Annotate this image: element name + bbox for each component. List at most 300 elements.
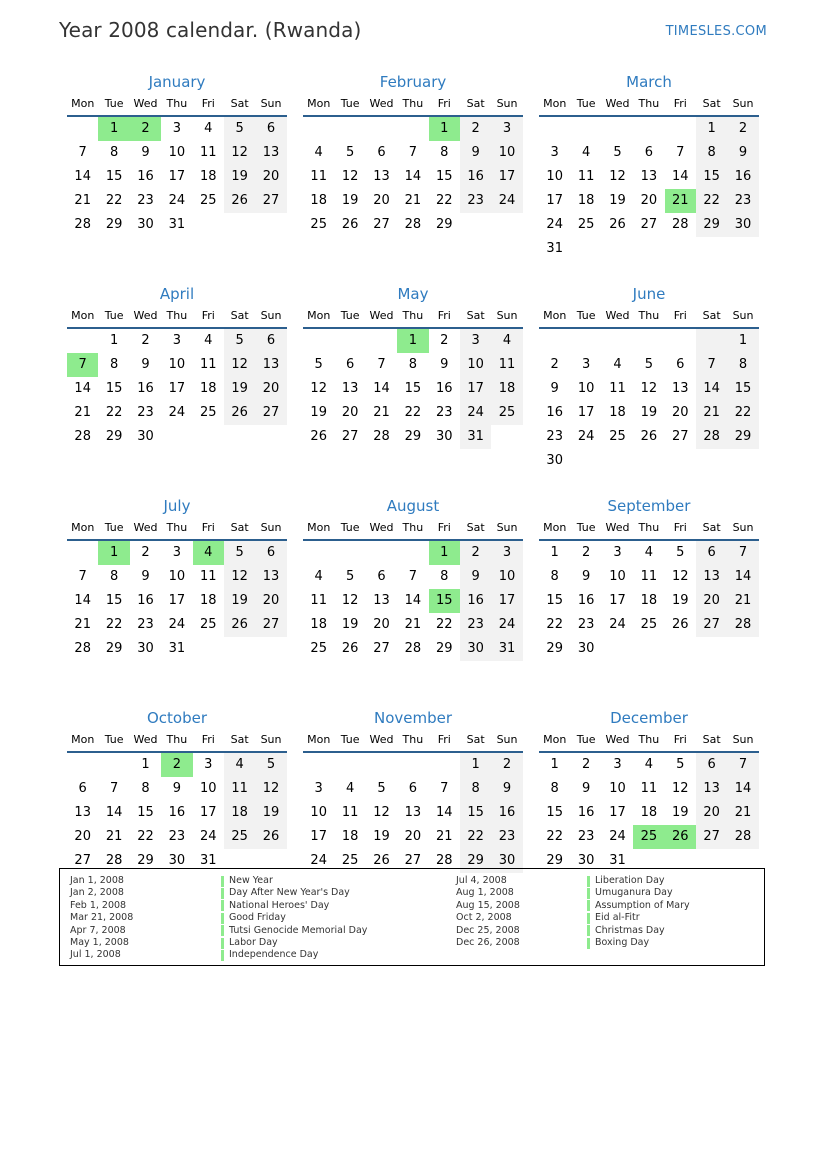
day-cell[interactable]: 8 [109, 145, 119, 160]
day-cell[interactable]: 24 [491, 613, 522, 637]
day-cell[interactable]: 21 [696, 401, 727, 425]
day-cell[interactable]: 11 [491, 353, 522, 377]
day-cell[interactable]: 8 [109, 357, 119, 372]
day-cell[interactable]: 10 [577, 381, 595, 396]
day-cell[interactable]: 2 [161, 753, 192, 777]
day-cell[interactable]: 6 [255, 117, 286, 141]
day-cell[interactable]: 6 [408, 781, 417, 796]
day-cell[interactable]: 13 [341, 381, 359, 396]
day-cell[interactable]: 1 [98, 117, 129, 141]
day-cell[interactable]: 12 [671, 781, 689, 796]
day-cell[interactable]: 19 [373, 829, 390, 844]
day-cell[interactable]: 21 [727, 801, 758, 825]
day-cell[interactable]: 6 [255, 329, 286, 353]
day-cell[interactable]: 6 [78, 781, 87, 796]
day-cell[interactable]: 9 [491, 777, 522, 801]
day-cell[interactable]: 3 [460, 329, 491, 353]
day-cell[interactable]: 10 [168, 357, 186, 372]
day-cell[interactable]: 29 [105, 429, 123, 444]
day-cell[interactable]: 18 [224, 801, 255, 825]
day-cell[interactable]: 2 [581, 757, 591, 772]
day-cell[interactable]: 25 [310, 641, 327, 656]
day-cell[interactable]: 11 [577, 169, 595, 184]
day-cell[interactable]: 16 [727, 165, 758, 189]
day-cell[interactable]: 16 [137, 381, 154, 396]
day-cell[interactable]: 27 [640, 217, 658, 232]
day-cell[interactable]: 18 [577, 193, 595, 208]
day-cell[interactable]: 9 [141, 357, 150, 372]
day-cell[interactable]: 10 [491, 565, 522, 589]
day-cell[interactable]: 30 [546, 453, 563, 468]
day-cell[interactable]: 28 [727, 825, 758, 849]
day-cell[interactable]: 6 [377, 145, 386, 160]
day-cell[interactable]: 7 [676, 145, 685, 160]
day-cell[interactable]: 25 [640, 617, 658, 632]
day-cell[interactable]: 30 [435, 429, 453, 444]
day-cell[interactable]: 2 [460, 541, 491, 565]
day-cell[interactable]: 17 [577, 405, 595, 420]
day-cell[interactable]: 12 [373, 805, 390, 820]
day-cell[interactable]: 29 [727, 425, 758, 449]
day-cell[interactable]: 27 [373, 641, 390, 656]
day-cell[interactable]: 22 [105, 617, 123, 632]
day-cell[interactable]: 25 [310, 217, 327, 232]
day-cell[interactable]: 29 [460, 849, 491, 873]
day-cell[interactable]: 3 [613, 545, 622, 560]
day-cell[interactable]: 27 [373, 217, 390, 232]
day-cell[interactable]: 1 [429, 541, 460, 565]
day-cell[interactable]: 18 [199, 593, 217, 608]
day-cell[interactable]: 10 [168, 569, 186, 584]
day-cell[interactable]: 12 [609, 169, 626, 184]
day-cell[interactable]: 4 [314, 145, 323, 160]
day-cell[interactable]: 30 [491, 849, 522, 873]
day-cell[interactable]: 16 [577, 593, 595, 608]
day-cell[interactable]: 8 [550, 569, 559, 584]
day-cell[interactable]: 8 [727, 353, 758, 377]
day-cell[interactable]: 21 [404, 193, 422, 208]
day-cell[interactable]: 30 [460, 637, 491, 661]
day-cell[interactable]: 26 [224, 189, 255, 213]
day-cell[interactable]: 2 [460, 117, 491, 141]
day-cell[interactable]: 22 [404, 405, 422, 420]
day-cell[interactable]: 19 [224, 589, 255, 613]
day-cell[interactable]: 6 [676, 357, 685, 372]
day-cell[interactable]: 17 [609, 805, 626, 820]
day-cell[interactable]: 30 [137, 641, 154, 656]
day-cell[interactable]: 28 [74, 429, 91, 444]
day-cell[interactable]: 4 [345, 781, 355, 796]
day-cell[interactable]: 25 [224, 825, 255, 849]
day-cell[interactable]: 11 [199, 357, 217, 372]
day-cell[interactable]: 8 [440, 569, 449, 584]
day-cell[interactable]: 18 [310, 193, 327, 208]
day-cell[interactable]: 5 [613, 145, 622, 160]
day-cell[interactable]: 22 [546, 617, 563, 632]
day-cell[interactable]: 1 [727, 329, 758, 353]
day-cell[interactable]: 15 [435, 169, 453, 184]
day-cell[interactable]: 7 [408, 145, 417, 160]
day-cell[interactable]: 12 [671, 569, 689, 584]
day-cell[interactable]: 1 [109, 333, 119, 348]
day-cell[interactable]: 14 [727, 565, 758, 589]
day-cell[interactable]: 23 [546, 429, 563, 444]
day-cell[interactable]: 8 [408, 357, 417, 372]
day-cell[interactable]: 29 [546, 641, 563, 656]
day-cell[interactable]: 6 [255, 541, 286, 565]
day-cell[interactable]: 15 [105, 593, 123, 608]
day-cell[interactable]: 23 [727, 189, 758, 213]
day-cell[interactable]: 9 [460, 141, 491, 165]
day-cell[interactable]: 10 [546, 169, 563, 184]
day-cell[interactable]: 16 [546, 405, 563, 420]
day-cell[interactable]: 12 [224, 353, 255, 377]
day-cell[interactable]: 4 [204, 333, 213, 348]
day-cell[interactable]: 9 [550, 381, 559, 396]
day-cell[interactable]: 4 [644, 545, 653, 560]
day-cell[interactable]: 7 [67, 353, 98, 377]
day-cell[interactable]: 18 [491, 377, 522, 401]
day-cell[interactable]: 27 [74, 853, 91, 868]
day-cell[interactable]: 9 [172, 781, 181, 796]
day-cell[interactable]: 13 [255, 565, 286, 589]
day-cell[interactable]: 17 [199, 805, 217, 820]
day-cell[interactable]: 11 [640, 781, 658, 796]
day-cell[interactable]: 1 [696, 117, 727, 141]
day-cell[interactable]: 8 [550, 781, 559, 796]
day-cell[interactable]: 3 [172, 121, 181, 136]
day-cell[interactable]: 13 [255, 353, 286, 377]
day-cell[interactable]: 3 [550, 145, 559, 160]
day-cell[interactable]: 6 [644, 145, 653, 160]
day-cell[interactable]: 11 [310, 169, 327, 184]
day-cell[interactable]: 20 [696, 801, 727, 825]
day-cell[interactable]: 10 [310, 805, 327, 820]
day-cell[interactable]: 13 [696, 777, 727, 801]
day-cell[interactable]: 3 [314, 781, 323, 796]
day-cell[interactable]: 23 [137, 405, 154, 420]
day-cell[interactable]: 7 [109, 781, 119, 796]
day-cell[interactable]: 26 [310, 429, 327, 444]
day-cell[interactable]: 23 [168, 829, 186, 844]
day-cell[interactable]: 19 [640, 405, 658, 420]
day-cell[interactable]: 10 [609, 781, 626, 796]
day-cell[interactable]: 9 [581, 781, 591, 796]
day-cell[interactable]: 11 [341, 805, 359, 820]
day-cell[interactable]: 26 [373, 853, 390, 868]
day-cell[interactable]: 26 [224, 401, 255, 425]
day-cell[interactable]: 25 [199, 405, 217, 420]
day-cell[interactable]: 12 [224, 565, 255, 589]
day-cell[interactable]: 15 [404, 381, 422, 396]
day-cell[interactable]: 29 [435, 641, 453, 656]
day-cell[interactable]: 19 [341, 193, 359, 208]
day-cell[interactable]: 24 [460, 401, 491, 425]
day-cell[interactable]: 10 [199, 781, 217, 796]
day-cell[interactable]: 14 [671, 169, 689, 184]
day-cell[interactable]: 31 [460, 425, 491, 449]
day-cell[interactable]: 31 [168, 217, 186, 232]
day-cell[interactable]: 3 [581, 357, 591, 372]
day-cell[interactable]: 13 [74, 805, 91, 820]
day-cell[interactable]: 28 [435, 853, 453, 868]
day-cell[interactable]: 4 [613, 357, 622, 372]
day-cell[interactable]: 9 [460, 565, 491, 589]
day-cell[interactable]: 19 [671, 805, 689, 820]
day-cell[interactable]: 17 [491, 589, 522, 613]
day-cell[interactable]: 26 [609, 217, 626, 232]
day-cell[interactable]: 19 [255, 801, 286, 825]
day-cell[interactable]: 21 [105, 829, 123, 844]
day-cell[interactable]: 1 [429, 117, 460, 141]
day-cell[interactable]: 21 [435, 829, 453, 844]
day-cell[interactable]: 12 [255, 777, 286, 801]
day-cell[interactable]: 15 [460, 801, 491, 825]
day-cell[interactable]: 3 [491, 117, 522, 141]
day-cell[interactable]: 18 [341, 829, 359, 844]
day-cell[interactable]: 3 [204, 757, 213, 772]
day-cell[interactable]: 3 [172, 333, 181, 348]
day-cell[interactable]: 30 [577, 641, 595, 656]
day-cell[interactable]: 17 [168, 593, 186, 608]
day-cell[interactable]: 16 [491, 801, 522, 825]
day-cell[interactable]: 2 [491, 753, 522, 777]
day-cell[interactable]: 27 [671, 429, 689, 444]
day-cell[interactable]: 20 [74, 829, 91, 844]
day-cell[interactable]: 14 [435, 805, 453, 820]
day-cell[interactable]: 26 [255, 825, 286, 849]
day-cell[interactable]: 25 [341, 853, 359, 868]
day-cell[interactable]: 27 [696, 613, 727, 637]
day-cell[interactable]: 31 [546, 241, 563, 256]
day-cell[interactable]: 10 [491, 141, 522, 165]
day-cell[interactable]: 23 [577, 617, 595, 632]
day-cell[interactable]: 18 [310, 617, 327, 632]
day-cell[interactable]: 2 [727, 117, 758, 141]
day-cell[interactable]: 14 [74, 593, 91, 608]
day-cell[interactable]: 24 [310, 853, 327, 868]
day-cell[interactable]: 21 [665, 189, 696, 213]
day-cell[interactable]: 20 [373, 617, 390, 632]
day-cell[interactable]: 19 [609, 193, 626, 208]
day-cell[interactable]: 14 [74, 169, 91, 184]
day-cell[interactable]: 15 [137, 805, 154, 820]
day-cell[interactable]: 11 [199, 145, 217, 160]
day-cell[interactable]: 5 [255, 753, 286, 777]
day-cell[interactable]: 10 [168, 145, 186, 160]
day-cell[interactable]: 31 [609, 853, 626, 868]
day-cell[interactable]: 6 [377, 569, 386, 584]
day-cell[interactable]: 22 [696, 189, 727, 213]
day-cell[interactable]: 10 [609, 569, 626, 584]
day-cell[interactable]: 9 [581, 569, 591, 584]
day-cell[interactable]: 4 [193, 541, 224, 565]
day-cell[interactable]: 27 [255, 613, 286, 637]
day-cell[interactable]: 20 [255, 589, 286, 613]
day-cell[interactable]: 15 [429, 589, 460, 613]
day-cell[interactable]: 19 [224, 165, 255, 189]
day-cell[interactable]: 11 [224, 777, 255, 801]
day-cell[interactable]: 25 [633, 825, 664, 849]
day-cell[interactable]: 26 [640, 429, 658, 444]
day-cell[interactable]: 21 [74, 617, 91, 632]
day-cell[interactable]: 23 [137, 617, 154, 632]
day-cell[interactable]: 26 [341, 217, 359, 232]
day-cell[interactable]: 15 [546, 593, 563, 608]
day-cell[interactable]: 5 [676, 545, 685, 560]
day-cell[interactable]: 22 [460, 825, 491, 849]
day-cell[interactable]: 2 [130, 117, 161, 141]
day-cell[interactable]: 2 [581, 545, 591, 560]
day-cell[interactable]: 28 [671, 217, 689, 232]
day-cell[interactable]: 27 [696, 825, 727, 849]
day-cell[interactable]: 19 [224, 377, 255, 401]
day-cell[interactable]: 12 [341, 169, 359, 184]
day-cell[interactable]: 24 [609, 829, 626, 844]
day-cell[interactable]: 7 [440, 781, 449, 796]
day-cell[interactable]: 23 [460, 613, 491, 637]
day-cell[interactable]: 4 [644, 757, 653, 772]
day-cell[interactable]: 29 [105, 217, 123, 232]
day-cell[interactable]: 1 [550, 757, 559, 772]
day-cell[interactable]: 15 [546, 805, 563, 820]
day-cell[interactable]: 7 [696, 353, 727, 377]
day-cell[interactable]: 24 [546, 217, 563, 232]
day-cell[interactable]: 30 [727, 213, 758, 237]
day-cell[interactable]: 27 [255, 401, 286, 425]
day-cell[interactable]: 17 [609, 593, 626, 608]
day-cell[interactable]: 28 [74, 217, 91, 232]
day-cell[interactable]: 19 [310, 405, 327, 420]
day-cell[interactable]: 25 [199, 617, 217, 632]
day-cell[interactable]: 24 [199, 829, 217, 844]
day-cell[interactable]: 21 [727, 589, 758, 613]
day-cell[interactable]: 20 [373, 193, 390, 208]
day-cell[interactable]: 5 [224, 117, 255, 141]
day-cell[interactable]: 22 [137, 829, 154, 844]
day-cell[interactable]: 25 [609, 429, 626, 444]
day-cell[interactable]: 13 [640, 169, 658, 184]
day-cell[interactable]: 14 [696, 377, 727, 401]
day-cell[interactable]: 28 [105, 853, 123, 868]
day-cell[interactable]: 31 [199, 853, 217, 868]
day-cell[interactable]: 24 [168, 617, 186, 632]
day-cell[interactable]: 18 [640, 805, 658, 820]
day-cell[interactable]: 23 [491, 825, 522, 849]
day-cell[interactable]: 7 [727, 541, 758, 565]
day-cell[interactable]: 27 [404, 853, 422, 868]
day-cell[interactable]: 22 [727, 401, 758, 425]
day-cell[interactable]: 21 [373, 405, 390, 420]
day-cell[interactable]: 14 [727, 777, 758, 801]
day-cell[interactable]: 1 [141, 757, 150, 772]
day-cell[interactable]: 4 [224, 753, 255, 777]
day-cell[interactable]: 24 [491, 189, 522, 213]
site-link[interactable]: TIMESLES.COM [665, 24, 767, 39]
day-cell[interactable]: 5 [377, 781, 386, 796]
day-cell[interactable]: 20 [640, 193, 658, 208]
day-cell[interactable]: 7 [78, 145, 87, 160]
day-cell[interactable]: 18 [199, 169, 217, 184]
day-cell[interactable]: 29 [105, 641, 123, 656]
day-cell[interactable]: 6 [345, 357, 355, 372]
day-cell[interactable]: 13 [255, 141, 286, 165]
day-cell[interactable]: 3 [613, 757, 622, 772]
day-cell[interactable]: 7 [408, 569, 417, 584]
day-cell[interactable]: 16 [577, 805, 595, 820]
day-cell[interactable]: 22 [435, 193, 453, 208]
day-cell[interactable]: 30 [168, 853, 186, 868]
day-cell[interactable]: 2 [141, 545, 150, 560]
day-cell[interactable]: 31 [168, 641, 186, 656]
day-cell[interactable]: 24 [577, 429, 595, 444]
day-cell[interactable]: 15 [105, 381, 123, 396]
day-cell[interactable]: 20 [255, 165, 286, 189]
day-cell[interactable]: 17 [460, 377, 491, 401]
day-cell[interactable]: 11 [640, 569, 658, 584]
day-cell[interactable]: 25 [199, 193, 217, 208]
day-cell[interactable]: 11 [199, 569, 217, 584]
day-cell[interactable]: 20 [671, 405, 689, 420]
day-cell[interactable]: 6 [696, 753, 727, 777]
day-cell[interactable]: 28 [696, 425, 727, 449]
day-cell[interactable]: 17 [310, 829, 327, 844]
day-cell[interactable]: 3 [491, 541, 522, 565]
day-cell[interactable]: 20 [404, 829, 422, 844]
day-cell[interactable]: 5 [345, 569, 355, 584]
day-cell[interactable]: 20 [255, 377, 286, 401]
day-cell[interactable]: 1 [397, 329, 428, 353]
day-cell[interactable]: 11 [609, 381, 626, 396]
day-cell[interactable]: 2 [550, 357, 559, 372]
day-cell[interactable]: 20 [696, 589, 727, 613]
day-cell[interactable]: 23 [137, 193, 154, 208]
day-cell[interactable]: 21 [404, 617, 422, 632]
day-cell[interactable]: 11 [310, 593, 327, 608]
day-cell[interactable]: 30 [137, 429, 154, 444]
day-cell[interactable]: 22 [546, 829, 563, 844]
day-cell[interactable]: 12 [224, 141, 255, 165]
day-cell[interactable]: 5 [676, 757, 685, 772]
day-cell[interactable]: 29 [404, 429, 422, 444]
day-cell[interactable]: 26 [224, 613, 255, 637]
day-cell[interactable]: 28 [404, 641, 422, 656]
day-cell[interactable]: 8 [109, 569, 119, 584]
day-cell[interactable]: 17 [168, 381, 186, 396]
day-cell[interactable]: 16 [460, 165, 491, 189]
day-cell[interactable]: 5 [314, 357, 323, 372]
day-cell[interactable]: 26 [341, 641, 359, 656]
day-cell[interactable]: 15 [696, 165, 727, 189]
day-cell[interactable]: 25 [577, 217, 595, 232]
day-cell[interactable]: 17 [168, 169, 186, 184]
day-cell[interactable]: 13 [696, 565, 727, 589]
day-cell[interactable]: 6 [696, 541, 727, 565]
day-cell[interactable]: 16 [435, 381, 453, 396]
day-cell[interactable]: 4 [491, 329, 522, 353]
day-cell[interactable]: 1 [460, 753, 491, 777]
day-cell[interactable]: 4 [581, 145, 591, 160]
day-cell[interactable]: 8 [460, 777, 491, 801]
day-cell[interactable]: 16 [460, 589, 491, 613]
day-cell[interactable]: 30 [137, 217, 154, 232]
day-cell[interactable]: 29 [696, 213, 727, 237]
day-cell[interactable]: 29 [546, 853, 563, 868]
day-cell[interactable]: 21 [74, 405, 91, 420]
day-cell[interactable]: 28 [74, 641, 91, 656]
day-cell[interactable]: 30 [577, 853, 595, 868]
day-cell[interactable]: 5 [224, 329, 255, 353]
